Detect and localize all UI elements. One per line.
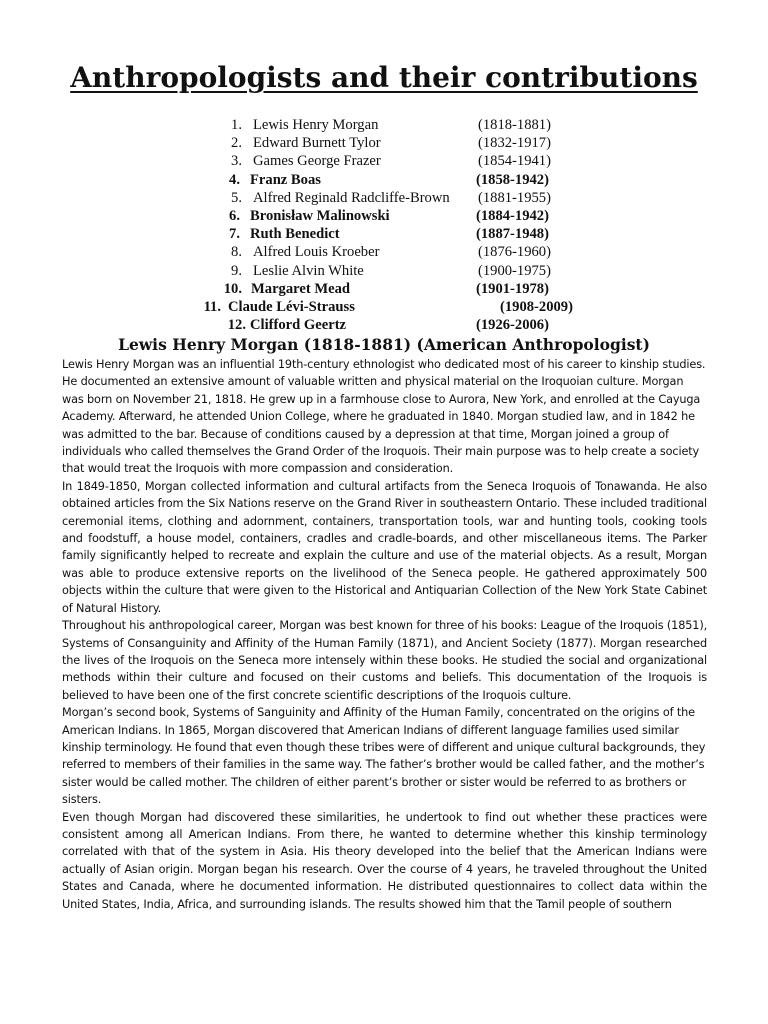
list-years: (1901-1978) xyxy=(476,280,549,297)
list-item xyxy=(0,298,768,316)
list-number: 5. xyxy=(231,189,242,206)
section-heading: Lewis Henry Morgan (1818-1881) (American Anthropologist) xyxy=(118,335,650,354)
list-number: 10. xyxy=(223,280,242,297)
list-name: Franz Boas xyxy=(250,171,321,188)
list-name: Bronisław Malinowski xyxy=(250,207,390,224)
list-years: (1832-1917) xyxy=(478,135,551,152)
list-name: Games George Frazer xyxy=(253,153,381,170)
list-number: 7. xyxy=(229,226,240,243)
list-name: Alfred Louis Kroeber xyxy=(253,244,380,261)
list-name: Edward Burnett Tylor xyxy=(253,135,381,152)
list-number: 8. xyxy=(231,244,242,261)
list-number: 4. xyxy=(229,171,240,188)
list-years: (1887-1948) xyxy=(476,226,549,243)
list-name: Alfred Reginald Radcliffe-Brown xyxy=(253,189,450,206)
paragraph: Throughout his anthropological career, Morgan was best known for three of his books: League of the Iroquois (1851), Systems of Consanguinity and Affinity of the Human Family (1871), and Ancient Society (1877). Morgan researched the lives of the Iroquois on the Seneca more intensely within these books. He studied the social and organizational methods within their culture and focused on their customs and beliefs. This documentation of the Iroquois is believed to have been one of the first concrete scientific descriptions of the Iroquois culture. xyxy=(62,619,708,702)
list-number: 3. xyxy=(231,153,242,170)
paragraph: Lewis Henry Morgan was an influential 19th-century ethnologist who dedicated most of his career to kinship studies. He documented an extensive amount of valuable written and physical material on the Iroquoian culture. Morgan was born on November 21, 1818. He grew up in a farmhouse close to Aurora, New York, and enrolled at the Cayuga Academy. Afterward, he attended Union College, where he graduated in 1840. Morgan studied law, and in 1842 he was admitted to the bar. Because of conditions caused by a depression at that time, Morgan joined a group of individuals who called themselves the Grand Order of the Iroquois. Their main purpose was to help create a society that would treat the Iroquois with more compassion and consideration. xyxy=(62,358,706,476)
list-item xyxy=(0,207,768,225)
list-item xyxy=(0,316,768,334)
paragraph: In 1849-1850, Morgan collected information and cultural artifacts from the Seneca Iroquois of Tonawanda. He also obtained articles from the Six Nations reserve on the Grand River in southeastern Ontario. These included traditional ceremonial items, clothing and adornment, containers, transportation tools, war and hunting tools, cooking tools and foodstuff, a house model, containers, cradles and cradle-boards, and other miscellaneous items. The Parker family significantly helped to recreate and explain the culture and use of the material objects. As a result, Morgan was able to produce extensive reports on the livelihood of the Seneca people. He gathered approximately 500 objects within the culture that were given to the Historical and Antiquarian Collection of the New York State Cabinet of Natural History. xyxy=(62,479,707,615)
list-years: (1876-1960) xyxy=(478,244,551,261)
list-item xyxy=(0,171,768,189)
paragraph: Morgan’s second book, Systems of Sanguinity and Affinity of the Human Family, concentrated on the origins of the American Indians. In 1865, Morgan discovered that American Indians of different language families used similar kinship terminology. He found that even though these tribes were of different and unique cultural backgrounds, they referred to members of their families in the same way. The father’s brother would be called father, and the mother’s sister would be called mother. The children of either parent’s brother or sister would be referred to as brothers or sisters. xyxy=(62,706,706,807)
list-years: (1854-1941) xyxy=(478,153,551,170)
list-item xyxy=(0,280,768,298)
list-years: (1900-1975) xyxy=(478,262,551,279)
list-number: 9. xyxy=(231,262,242,279)
list-name: Clifford Geertz xyxy=(250,317,347,334)
list-number: 2. xyxy=(231,135,242,152)
list-number: 12. xyxy=(227,317,246,334)
list-item xyxy=(0,243,768,261)
list-name: Ruth Benedict xyxy=(250,226,340,243)
list-item xyxy=(0,152,768,170)
list-item xyxy=(0,262,768,280)
list-years: (1926-2006) xyxy=(476,317,549,334)
list-item xyxy=(0,189,768,207)
list-years: (1858-1942) xyxy=(476,171,549,188)
list-years: (1908-2009) xyxy=(500,298,573,315)
list-name: Claude Lévi-Strauss xyxy=(228,298,355,315)
list-item xyxy=(0,134,768,152)
list-years: (1881-1955) xyxy=(478,189,551,206)
list-number: 11. xyxy=(203,298,221,315)
body-text xyxy=(62,356,707,913)
paragraph: Even though Morgan had discovered these similarities, he undertook to find out whether these practices were consistent among all American Indians. From there, he wanted to determine whether this kinship terminology correlated with that of the system in Asia. His theory developed into the belief that the American Indians were actually of Asian origin. Morgan began his research. Over the course of 4 years, he traveled throughout the United States and Canada, where he documented information. He distributed questionnaires to collect data within the United States, India, Africa, and surrounding islands. The results showed him that the Tamil people of southern xyxy=(62,810,707,911)
list-years: (1884-1942) xyxy=(476,207,549,224)
anthropologist-list xyxy=(0,116,768,334)
list-years: (1818-1881) xyxy=(478,117,551,133)
list-name: Margaret Mead xyxy=(251,280,351,297)
list-number: 6. xyxy=(229,207,240,224)
list-name: Lewis Henry Morgan xyxy=(253,117,379,133)
list-number: 1. xyxy=(231,117,242,133)
list-item xyxy=(0,225,768,243)
list-name: Leslie Alvin White xyxy=(253,262,364,279)
page-title: Anthropologists and their contributions xyxy=(70,61,698,94)
list-item xyxy=(0,116,768,134)
